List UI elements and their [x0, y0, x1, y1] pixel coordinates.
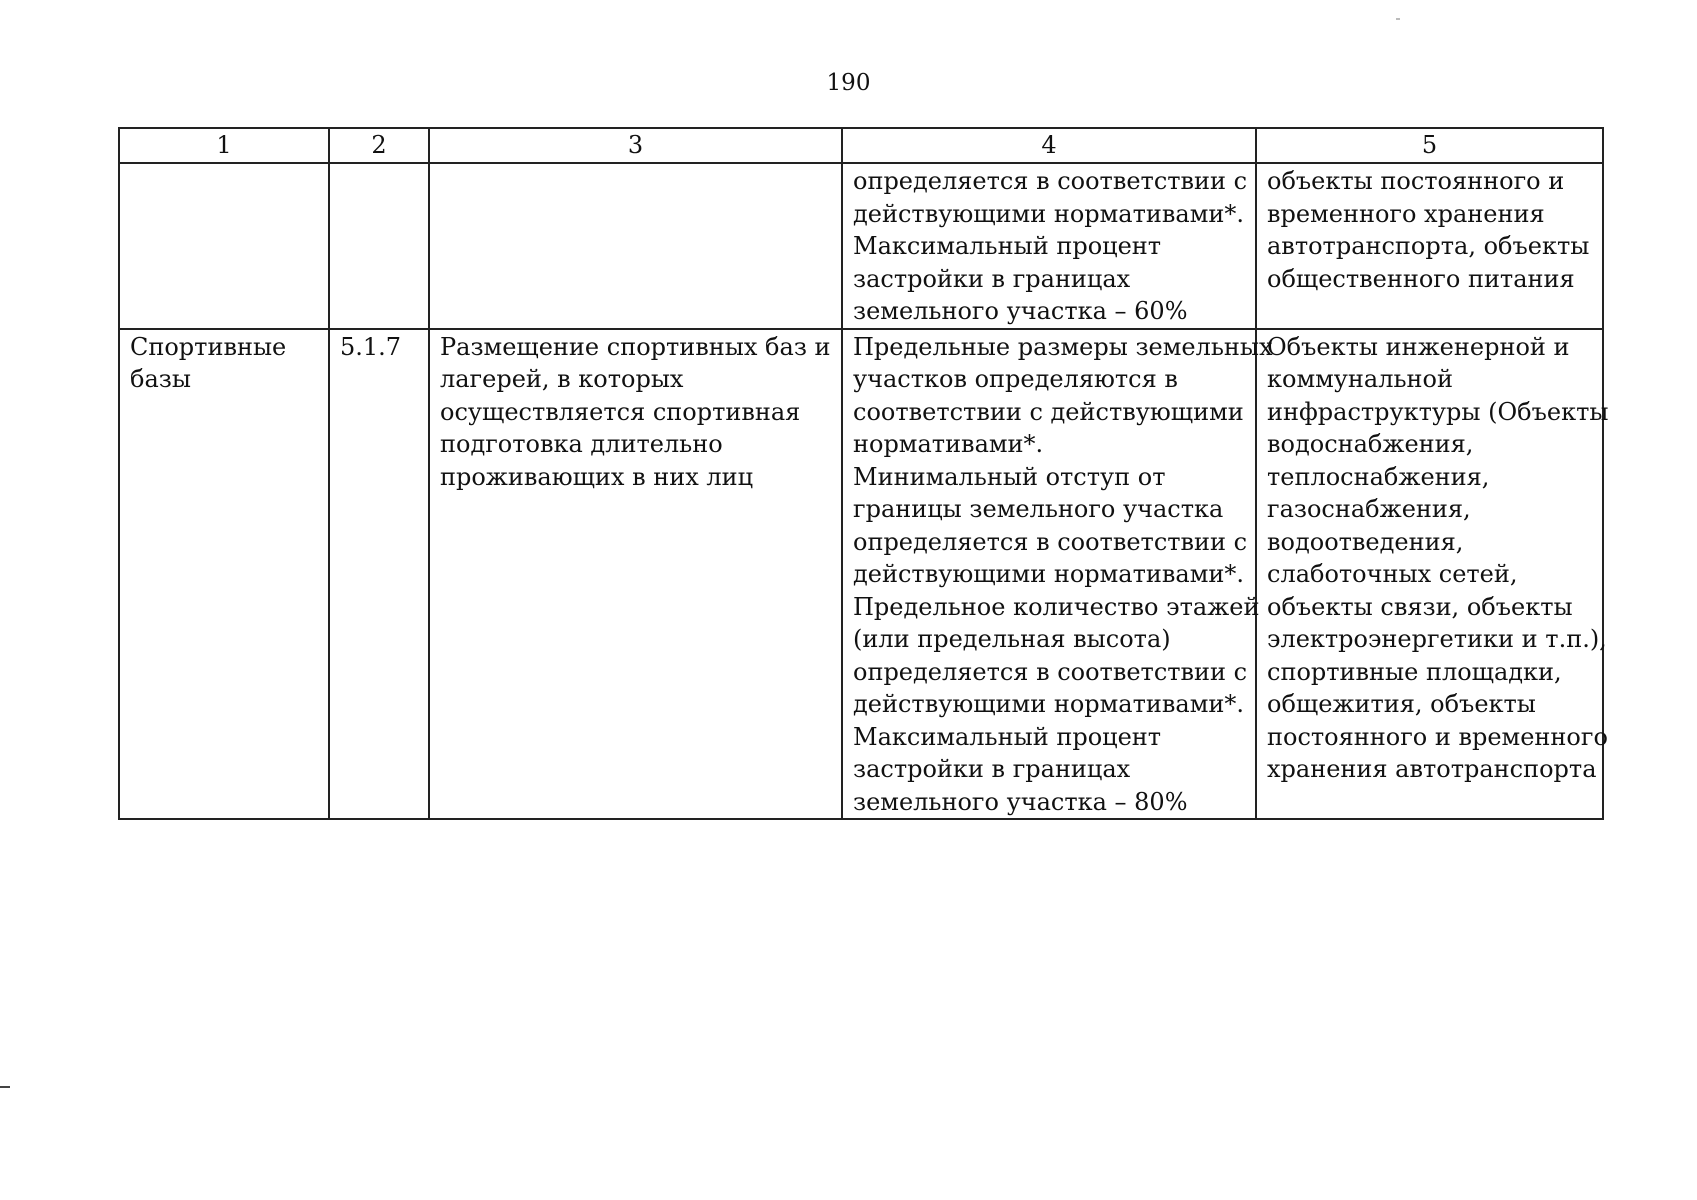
cell-text-line: действующими нормативами*.: [853, 199, 1244, 228]
cell-auxiliary-uses: [1256, 329, 1609, 820]
cell-text-line: определяется в соответствии с: [853, 527, 1248, 556]
cell-text-line: объекты постоянного и: [1267, 167, 1565, 195]
cell-text-line: инфраструктуры (Объекты: [1267, 397, 1609, 426]
cell-text-line: застройки в границах: [853, 755, 1131, 783]
cell-auxiliary-uses: [1256, 163, 1603, 329]
cell-text-line: Максимальный процент: [853, 722, 1162, 751]
table-row-continuation: [119, 163, 1603, 329]
scan-edge-mark: [0, 1086, 10, 1088]
cell-text-line: осуществляется спортивная: [440, 397, 801, 426]
cell-text-line: земельного участка – 80%: [853, 787, 1188, 816]
cell-text-line: спортивные площадки,: [1267, 657, 1562, 686]
cell-text-line: газоснабжения,: [1267, 495, 1471, 523]
cell-text-line: 5.1.7: [340, 332, 402, 361]
cell-text-line: временного хранения: [1267, 199, 1545, 228]
cell-text-line: земельного участка – 60%: [853, 297, 1188, 325]
cell-text-line: теплоснабжения,: [1267, 462, 1490, 491]
regulations-table: [118, 127, 1609, 820]
cell-parameters: [842, 329, 1273, 820]
cell-text-line: действующими нормативами*.: [853, 690, 1244, 718]
cell-text-line: автотранспорта, объекты: [1267, 232, 1590, 260]
cell-text-line: коммунальной: [1267, 365, 1453, 393]
page-number: 190: [826, 70, 871, 96]
cell-text-line: хранения автотранспорта: [1267, 755, 1597, 783]
cell-text-line: границы земельного участка: [853, 495, 1224, 523]
cell-text-line: определяется в соответствии с: [853, 167, 1248, 195]
cell-text-line: соответствии с действующими: [853, 397, 1244, 426]
cell-text-line: общественного питания: [1267, 264, 1575, 293]
cell-text-line: нормативами*.: [853, 430, 1044, 458]
header-row: [119, 128, 1603, 163]
cell-text-line: Спортивные: [130, 332, 287, 361]
cell-text-line: Объекты инженерной и: [1267, 332, 1570, 361]
cell-text-line: определяется в соответствии с: [853, 657, 1248, 686]
cell-text-line: подготовка длительно: [440, 430, 723, 458]
cell-text-line: Минимальный отступ от: [853, 462, 1166, 491]
cell-text-line: проживающих в них лиц: [440, 462, 754, 491]
cell-text-line: действующими нормативами*.: [853, 560, 1244, 588]
cell-text-line: слаботочных сетей,: [1267, 560, 1518, 588]
header-col-1: 1: [119, 128, 329, 163]
cell-text-line: участков определяются в: [853, 365, 1178, 393]
header-col-4: 4: [842, 128, 1256, 163]
cell-description: [429, 329, 842, 820]
table-row-sport-bases: [119, 329, 1603, 820]
cell-text-line: постоянного и временного: [1267, 722, 1608, 751]
header-col-3: 3: [429, 128, 842, 163]
cell-text-line: Предельные размеры земельных: [853, 332, 1273, 361]
cell-text-line: Максимальный процент: [853, 232, 1162, 260]
scan-speck: [1396, 18, 1400, 20]
cell-use-code: [329, 329, 429, 820]
header-col-5: 5: [1256, 128, 1603, 163]
cell-text-line: водоотведения,: [1267, 527, 1464, 556]
cell-text-line: общежития, объекты: [1267, 690, 1536, 718]
cell-text-line: базы: [130, 365, 191, 393]
cell-text-line: водоснабжения,: [1267, 430, 1474, 458]
cell-text-line: застройки в границах: [853, 264, 1131, 293]
cell-description: [429, 163, 842, 329]
cell-use-name: [119, 163, 329, 329]
cell-text-line: Размещение спортивных баз и: [440, 332, 831, 361]
cell-use-code: [329, 163, 429, 329]
cell-text-line: Предельное количество этажей: [853, 592, 1260, 621]
cell-use-name: [119, 329, 329, 820]
cell-text-line: лагерей, в которых: [440, 365, 684, 393]
cell-parameters: [842, 163, 1256, 329]
cell-text-line: объекты связи, объекты: [1267, 592, 1573, 621]
cell-text-line: электроэнергетики и т.п.),: [1267, 625, 1607, 653]
header-col-2: 2: [329, 128, 429, 163]
cell-text-line: (или предельная высота): [853, 625, 1171, 653]
